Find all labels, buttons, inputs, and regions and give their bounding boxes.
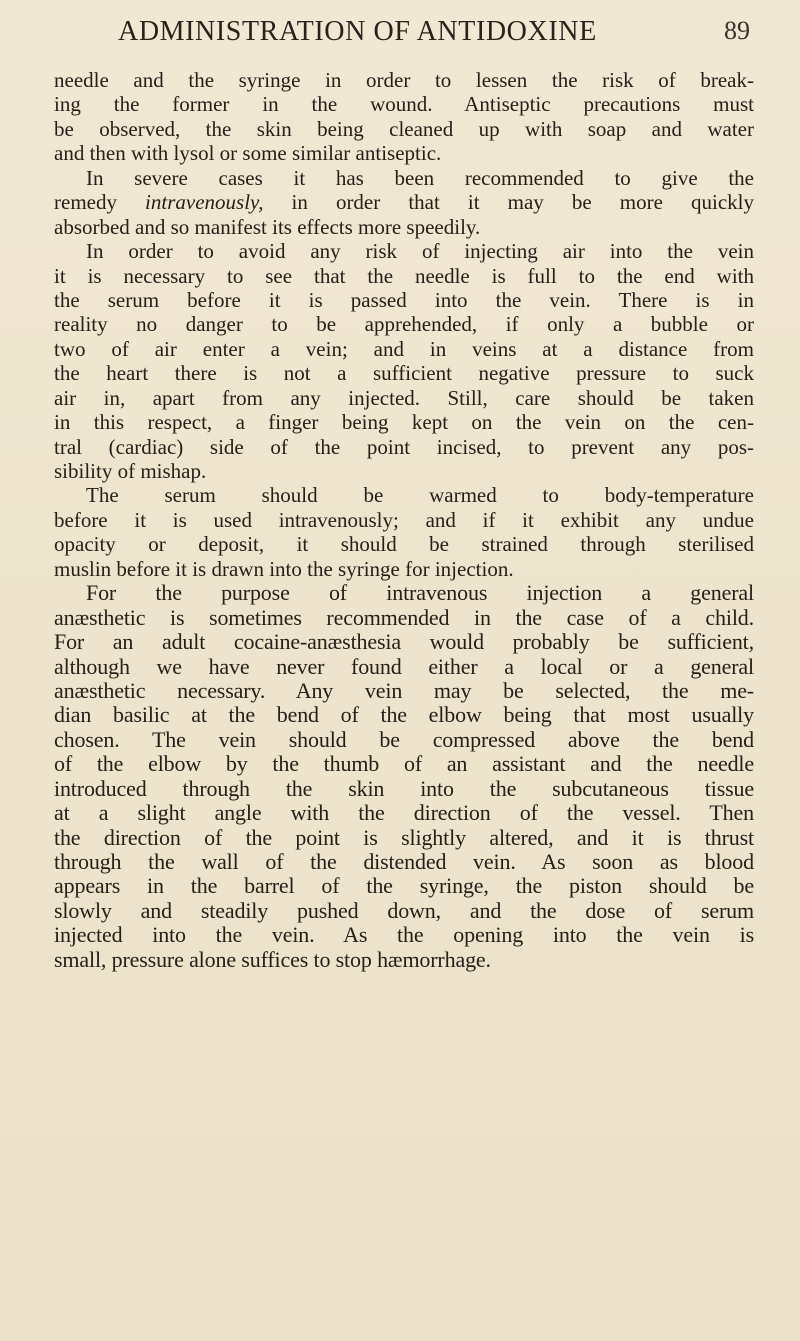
text-line: dian basilic at the bend of the elbow being that most usually	[54, 702, 754, 728]
text-line: ing the former in the wound. Antiseptic precautions must	[54, 92, 754, 117]
text-line: In order to avoid any risk of injecting air into the vein	[86, 239, 754, 264]
text-line: needle and the syringe in order to lessen the risk of break-	[54, 68, 754, 92]
paragraph-3	[54, 239, 754, 483]
text-line: sibility of mishap.	[54, 459, 207, 483]
text-line: anæsthetic is sometimes recommended in the case of a child.	[54, 604, 754, 630]
text-line: muslin before it is drawn into the syringe for injection.	[54, 556, 514, 581]
text-line: be observed, the skin being cleaned up with soap and water	[54, 116, 754, 141]
text-span: remedy	[54, 190, 146, 215]
text-line: appears in the barrel of the syringe, the piston should be	[54, 873, 754, 899]
text-line: in this respect, a finger being kept on the vein on the cen-	[54, 410, 754, 435]
emphasis-text: intravenously,	[145, 190, 264, 215]
text-span: in order that it may be more quickly	[263, 190, 754, 215]
text-line: For the purpose of intravenous injection a general	[86, 580, 754, 606]
text-line: reality no danger to be apprehended, if only a bubble or	[54, 312, 754, 337]
text-line: two of air enter a vein; and in veins at a distance from	[54, 336, 754, 361]
text-line: small, pressure alone suffices to stop hæmorrhage.	[54, 946, 491, 972]
text-line: opacity or deposit, it should be strained through sterilised	[54, 532, 754, 557]
text-line: slowly and steadily pushed down, and the dose of serum	[54, 897, 754, 923]
text-line: and then with lysol or some similar antiseptic.	[54, 141, 442, 166]
paragraph-4	[54, 483, 754, 581]
text-line: absorbed and so manifest its effects more speedily.	[54, 214, 481, 239]
text-line: it is necessary to see that the needle is full to the end with	[54, 263, 754, 288]
text-line	[54, 190, 754, 214]
text-line: chosen. The vein should be compressed above the bend	[54, 726, 754, 752]
text-line: air in, apart from any injected. Still, care should be taken	[54, 385, 754, 410]
page-header	[0, 16, 800, 56]
paragraph-5	[54, 581, 754, 972]
text-line: at a slight angle with the direction of the vessel. Then	[54, 800, 754, 826]
text-line: through the wall of the distended vein. As soon as blood	[54, 849, 754, 874]
text-line: tral (cardiac) side of the point incised, to prevent any pos-	[54, 434, 754, 459]
text-line: The serum should be warmed to body-temperature	[86, 483, 754, 508]
text-line: the serum before it is passed into the vein. There is in	[54, 287, 754, 312]
text-line: anæsthetic necessary. Any vein may be selected, the me-	[54, 677, 754, 703]
text-line: injected into the vein. As the opening into the vein is	[54, 922, 754, 948]
paragraph-1	[54, 68, 754, 166]
text-line: introduced through the skin into the subcutaneous tissue	[54, 775, 754, 801]
text-line: of the elbow by the thumb of an assistant and the needle	[54, 751, 754, 777]
running-title: ADMINISTRATION OF ANTIDOXINE	[118, 16, 597, 47]
page-number: 89	[724, 16, 750, 45]
body-text	[54, 68, 754, 972]
paragraph-2	[54, 166, 754, 239]
text-line: before it is used intravenously; and if it exhibit any undue	[54, 507, 754, 532]
text-line: the direction of the point is slightly altered, and it is thrust	[54, 824, 754, 850]
text-line: For an adult cocaine-anæsthesia would probably be sufficient,	[54, 629, 754, 655]
text-line: In severe cases it has been recommended to give the	[86, 165, 754, 190]
text-line: the heart there is not a sufficient negative pressure to suck	[54, 361, 754, 386]
text-line: although we have never found either a local or a general	[54, 653, 754, 679]
